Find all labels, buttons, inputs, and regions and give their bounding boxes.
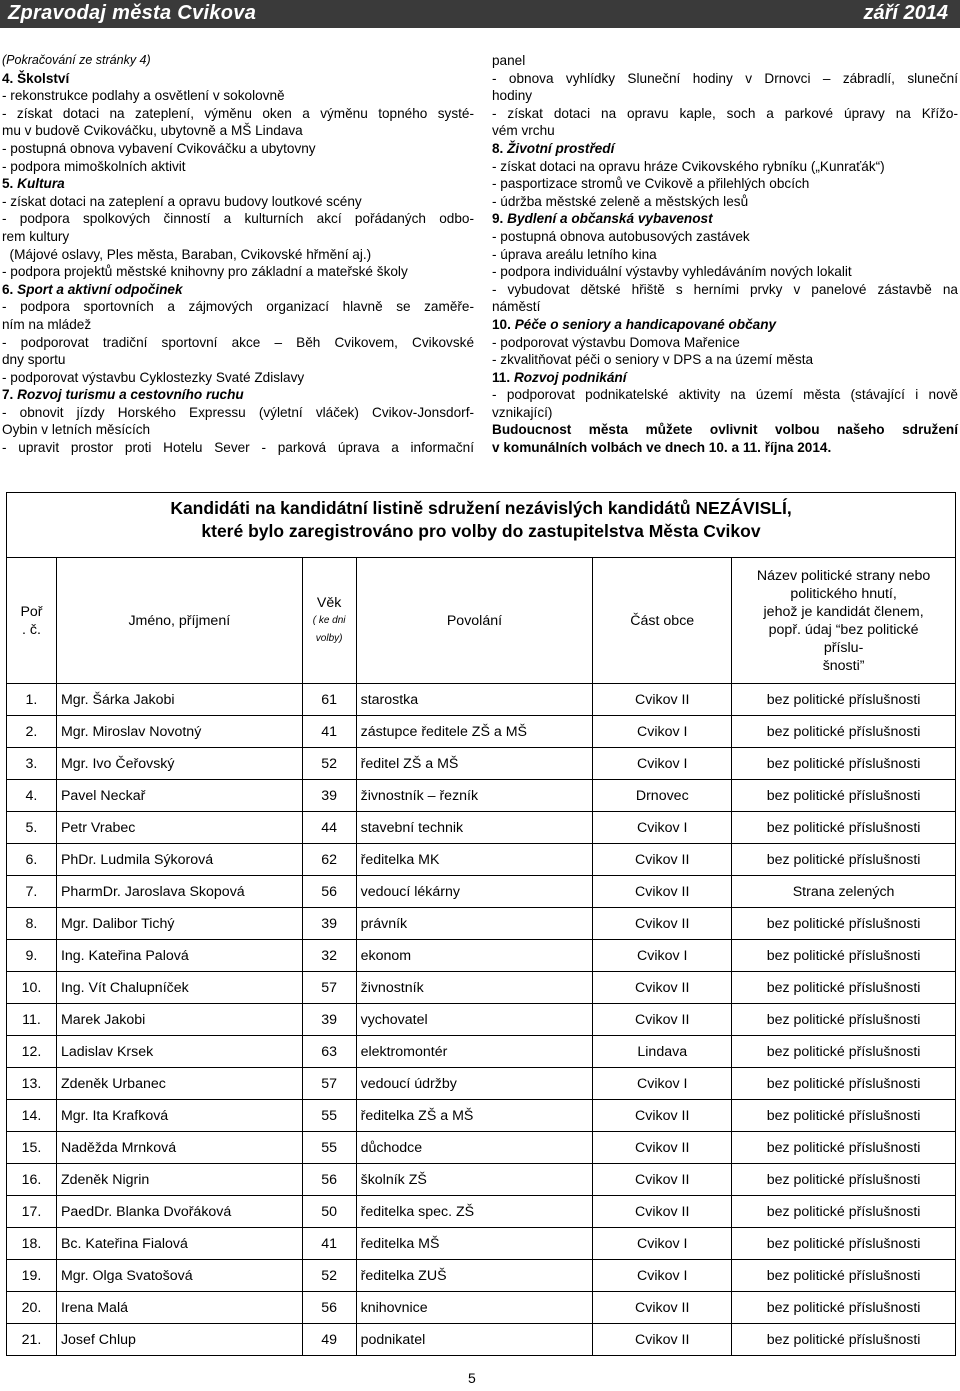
list-item: - získat dotaci na opravu kaple, soch a parkové úpravy na Křížo-	[492, 105, 958, 121]
cell-party: bez politické příslušnosti	[732, 716, 956, 748]
cell-profession: živnostník	[356, 972, 593, 1004]
cell-age: 56	[302, 876, 356, 908]
list-item: - podpora sportovních a zájmových organizací hlavně se zaměře-	[2, 299, 474, 315]
closing-statement: v komunálních volbách ve dnech 10. a 11. října 2014.	[492, 440, 832, 456]
list-item: - zkvalitňovat péči o seniory v DPS a na území města	[492, 352, 814, 368]
cell-age: 56	[302, 1164, 356, 1196]
section-heading: Péče o seniory a handicapované občany	[514, 316, 777, 332]
cell-party: bez politické příslušnosti	[732, 940, 956, 972]
cell-profession: vedoucí údržby	[356, 1068, 593, 1100]
list-item: - obnovit jízdy Horského Expressu (výletní vláček) Cvikov-Jonsdorf-	[2, 404, 474, 420]
cell-profession: elektromontér	[356, 1036, 593, 1068]
list-item: náměstí	[492, 299, 541, 315]
list-item: panel	[492, 53, 526, 68]
list-item: vém vrchu	[492, 123, 555, 139]
cell-order: 11.	[7, 1004, 57, 1036]
table-row	[7, 1228, 956, 1260]
cell-name: PharmDr. Jaroslava Skopová	[56, 876, 302, 908]
section-title-skolstvi: 4. Školství	[2, 70, 70, 86]
cell-age: 62	[302, 844, 356, 876]
cell-profession: vychovatel	[356, 1004, 593, 1036]
cell-party: bez politické příslušnosti	[732, 1260, 956, 1292]
cell-age: 52	[302, 748, 356, 780]
cell-order: 21.	[7, 1324, 57, 1356]
cell-profession: ředitelka MK	[356, 844, 593, 876]
cell-party: bez politické příslušnosti	[732, 812, 956, 844]
cell-name: Irena Malá	[56, 1292, 302, 1324]
cell-order: 7.	[7, 876, 57, 908]
cell-order: 12.	[7, 1036, 57, 1068]
cell-age: 61	[302, 684, 356, 716]
cell-district: Cvikov II	[593, 972, 732, 1004]
cell-profession: právník	[356, 908, 593, 940]
cell-district: Drnovec	[593, 780, 732, 812]
cell-order: 3.	[7, 748, 57, 780]
cell-order: 20.	[7, 1292, 57, 1324]
header-age	[302, 558, 356, 684]
cell-profession: ředitel ZŠ a MŠ	[356, 748, 593, 780]
table-row	[7, 748, 956, 780]
table-row	[7, 1164, 956, 1196]
cell-name: Mgr. Miroslav Novotný	[56, 716, 302, 748]
list-item: - podporovat tradiční sportovní akce – Běh Cvikovem, Cvikovské	[2, 334, 474, 350]
cell-party: bez politické příslušnosti	[732, 1100, 956, 1132]
table-row	[7, 1260, 956, 1292]
list-item: - podpora projektů městské knihovny pro základní a mateřské školy	[2, 264, 408, 280]
list-item: vznikající)	[492, 404, 553, 420]
cell-party: bez politické příslušnosti	[732, 684, 956, 716]
list-item: - pasportizace stromů ve Cvikově a přilehlých obcích	[492, 176, 810, 192]
cell-name: Mgr. Ita Krafková	[56, 1100, 302, 1132]
cell-age: 49	[302, 1324, 356, 1356]
cell-profession: ředitelka MŠ	[356, 1228, 593, 1260]
cell-district: Cvikov II	[593, 1004, 732, 1036]
section-number: 7.	[2, 387, 14, 403]
list-item: - podporovat výstavbu Domova Mařenice	[492, 334, 740, 350]
header-text: Poř	[20, 603, 43, 620]
section-heading: Sport a aktivní odpočinek	[17, 281, 183, 297]
list-item: - vybudovat dětské hřiště s herními prvky v panelové zástavbě na	[492, 281, 958, 297]
table-row	[7, 1068, 956, 1100]
header-text: jehož je kandidát členem,	[763, 603, 924, 620]
header-note: ( ke dni	[312, 614, 346, 626]
section-title-bydleni	[492, 210, 958, 228]
header-text: popř. údaj “bez politické příslu-	[768, 621, 919, 656]
cell-order: 15.	[7, 1132, 57, 1164]
cell-party: bez politické příslušnosti	[732, 1324, 956, 1356]
cell-profession: ředitelka ZUŠ	[356, 1260, 593, 1292]
cell-profession: knihovnice	[356, 1292, 593, 1324]
list-item: Oybin v letních měsících	[2, 422, 151, 438]
cell-district: Cvikov I	[593, 940, 732, 972]
list-item: - rekonstrukce podlahy a osvětlení v sokolovně	[2, 88, 285, 104]
header-text: politického hnutí,	[790, 585, 897, 602]
list-item: - podporovat výstavbu Cyklostezky Svaté Zdislavy	[2, 369, 305, 385]
table-row	[7, 844, 956, 876]
candidates-table-body	[7, 684, 956, 1356]
cell-party: bez politické příslušnosti	[732, 1004, 956, 1036]
header-party	[732, 558, 956, 684]
cell-district: Cvikov II	[593, 1292, 732, 1324]
cell-district: Cvikov II	[593, 1100, 732, 1132]
section-number: 10.	[492, 316, 511, 332]
table-row	[7, 1196, 956, 1228]
cell-order: 9.	[7, 940, 57, 972]
cell-name: Mgr. Ivo Čeřovský	[56, 748, 302, 780]
cell-party: bez politické příslušnosti	[732, 748, 956, 780]
section-number: 5.	[2, 176, 14, 192]
right-column	[492, 52, 958, 457]
cell-name: Mgr. Šárka Jakobi	[56, 684, 302, 716]
cell-age: 57	[302, 972, 356, 1004]
cell-district: Cvikov II	[593, 684, 732, 716]
candidates-table	[6, 557, 956, 1356]
cell-party: bez politické příslušnosti	[732, 908, 956, 940]
table-row	[7, 908, 956, 940]
cell-district: Cvikov II	[593, 844, 732, 876]
cell-name: PhDr. Ludmila Sýkorová	[56, 844, 302, 876]
header-profession: Povolání	[356, 558, 593, 684]
header-text: šnosti”	[822, 657, 865, 674]
cell-age: 41	[302, 1228, 356, 1260]
section-heading: Rozvoj podnikání	[513, 369, 627, 385]
cell-district: Cvikov II	[593, 1132, 732, 1164]
section-title-zivotni-prostredi	[492, 140, 958, 158]
section-heading: Kultura	[17, 176, 65, 192]
header-text: Věk	[316, 594, 342, 611]
cell-name: Mgr. Dalibor Tichý	[56, 908, 302, 940]
cell-party: bez politické příslušnosti	[732, 1196, 956, 1228]
cell-profession: živnostník – řezník	[356, 780, 593, 812]
cell-age: 44	[302, 812, 356, 844]
cell-party: bez politické příslušnosti	[732, 1036, 956, 1068]
cell-party: bez politické příslušnosti	[732, 972, 956, 1004]
cell-district: Cvikov I	[593, 1228, 732, 1260]
continued-note: (Pokračování ze stránky 4)	[2, 53, 151, 67]
section-number: 8.	[492, 140, 504, 156]
cell-order: 6.	[7, 844, 57, 876]
page-number: 5	[468, 1370, 476, 1386]
cell-name: Bc. Kateřina Fialová	[56, 1228, 302, 1260]
table-row	[7, 972, 956, 1004]
list-item: - úprava areálu letního kina	[492, 246, 657, 262]
cell-age: 39	[302, 1004, 356, 1036]
candidates-box-title	[7, 493, 955, 557]
cell-age: 57	[302, 1068, 356, 1100]
section-title-podnikani	[492, 369, 958, 387]
list-item: - obnova vyhlídky Sluneční hodiny v Drnovci – zábradlí, sluneční	[492, 70, 958, 86]
table-row	[7, 1324, 956, 1356]
table-row	[7, 780, 956, 812]
cell-party: bez politické příslušnosti	[732, 1132, 956, 1164]
cell-party: bez politické příslušnosti	[732, 1228, 956, 1260]
cell-name: Josef Chlup	[56, 1324, 302, 1356]
section-number: 6.	[2, 281, 14, 297]
section-title-kultura	[2, 175, 474, 193]
cell-party: bez politické příslušnosti	[732, 844, 956, 876]
list-item: - získat dotaci na opravu hráze Cvikovského rybníku („Kunraťák“)	[492, 158, 885, 174]
list-item: dny sportu	[2, 352, 66, 368]
list-item: hodiny	[492, 88, 533, 104]
list-item: (Májové oslavy, Ples města, Baraban, Cvikovské hřmění aj.)	[2, 246, 372, 262]
table-row	[7, 1292, 956, 1324]
cell-order: 14.	[7, 1100, 57, 1132]
cell-age: 50	[302, 1196, 356, 1228]
cell-district: Cvikov II	[593, 1324, 732, 1356]
cell-order: 19.	[7, 1260, 57, 1292]
list-item: - podporovat podnikatelské aktivity na území města (stávající i nově	[492, 387, 958, 403]
table-row	[7, 684, 956, 716]
table-row	[7, 940, 956, 972]
cell-order: 10.	[7, 972, 57, 1004]
cell-district: Cvikov I	[593, 812, 732, 844]
section-heading: Bydlení a občanská vybavenost	[507, 211, 713, 227]
cell-order: 2.	[7, 716, 57, 748]
cell-order: 17.	[7, 1196, 57, 1228]
cell-party: Strana zelených	[732, 876, 956, 908]
table-row	[7, 1100, 956, 1132]
page-header	[0, 0, 960, 28]
cell-party: bez politické příslušnosti	[732, 780, 956, 812]
left-column	[2, 52, 474, 457]
closing-statement: Budoucnost města můžete ovlivnit volbou našeho sdružení	[492, 422, 958, 438]
list-item: - získat dotaci na zateplení a opravu budovy loutkové scény	[2, 193, 362, 209]
header-text: Název politické strany nebo	[756, 567, 931, 584]
table-row	[7, 1132, 956, 1164]
newsletter-title: Zpravodaj města Cvikova	[8, 2, 257, 24]
box-title-line: které bylo zaregistrováno pro volby do zastupitelstva Města Cvikov	[201, 521, 761, 541]
cell-district: Cvikov I	[593, 716, 732, 748]
table-row	[7, 1004, 956, 1036]
cell-order: 8.	[7, 908, 57, 940]
section-number: 11.	[492, 369, 511, 385]
cell-name: Mgr. Olga Svatošová	[56, 1260, 302, 1292]
cell-district: Cvikov I	[593, 1260, 732, 1292]
list-item: mu v budově Cvikováčku, ubytovně a MŠ Lindava	[2, 123, 303, 139]
cell-order: 18.	[7, 1228, 57, 1260]
cell-district: Cvikov I	[593, 748, 732, 780]
cell-age: 55	[302, 1100, 356, 1132]
list-item: ním na mládež	[2, 316, 92, 332]
header-district: Část obce	[593, 558, 732, 684]
section-heading: Životní prostředí	[507, 140, 615, 156]
cell-order: 4.	[7, 780, 57, 812]
cell-profession: starostka	[356, 684, 593, 716]
cell-district: Cvikov II	[593, 876, 732, 908]
cell-age: 32	[302, 940, 356, 972]
cell-district: Lindava	[593, 1036, 732, 1068]
cell-profession: vedoucí lékárny	[356, 876, 593, 908]
cell-order: 5.	[7, 812, 57, 844]
cell-name: Pavel Neckař	[56, 780, 302, 812]
cell-profession: podnikatel	[356, 1324, 593, 1356]
cell-age: 63	[302, 1036, 356, 1068]
cell-name: PaedDr. Blanka Dvořáková	[56, 1196, 302, 1228]
header-order	[7, 558, 57, 684]
section-title-sport	[2, 281, 474, 299]
cell-name: Ing. Vít Chalupníček	[56, 972, 302, 1004]
cell-name: Naděžda Mrnková	[56, 1132, 302, 1164]
list-item: - upravit prostor proti Hotelu Sever - parková úprava a informační	[2, 440, 474, 456]
cell-age: 55	[302, 1132, 356, 1164]
cell-party: bez politické příslušnosti	[732, 1164, 956, 1196]
header-name: Jméno, příjmení	[56, 558, 302, 684]
cell-profession: důchodce	[356, 1132, 593, 1164]
cell-profession: zástupce ředitele ZŠ a MŠ	[356, 716, 593, 748]
header-note: volby)	[315, 632, 343, 644]
cell-order: 16.	[7, 1164, 57, 1196]
section-title-pece-o-seniory	[492, 316, 958, 334]
cell-name: Ing. Kateřina Palová	[56, 940, 302, 972]
cell-name: Zdeněk Urbanec	[56, 1068, 302, 1100]
cell-district: Cvikov I	[593, 1068, 732, 1100]
cell-district: Cvikov II	[593, 908, 732, 940]
cell-party: bez politické příslušnosti	[732, 1068, 956, 1100]
cell-age: 39	[302, 908, 356, 940]
list-item: - podpora spolkových činností a kulturních akcí pořádaných odbo-	[2, 211, 474, 227]
cell-district: Cvikov II	[593, 1164, 732, 1196]
cell-profession: stavební technik	[356, 812, 593, 844]
list-item: - získat dotaci na zateplení, výměnu oken a výměnu topného systé-	[2, 105, 474, 121]
cell-order: 1.	[7, 684, 57, 716]
cell-age: 56	[302, 1292, 356, 1324]
cell-profession: ředitelka spec. ZŠ	[356, 1196, 593, 1228]
section-heading: Rozvoj turismu a cestovního ruchu	[17, 387, 244, 403]
table-row	[7, 812, 956, 844]
box-title-line: Kandidáti na kandidátní listině sdružení nezávislých kandidátů NEZÁVISLÍ,	[170, 498, 792, 518]
list-item: - podpora individuální výstavby vyhledáváním nových lokalit	[492, 264, 852, 280]
table-row	[7, 876, 956, 908]
cell-profession: školník ZŠ	[356, 1164, 593, 1196]
cell-name: Petr Vrabec	[56, 812, 302, 844]
cell-district: Cvikov II	[593, 1196, 732, 1228]
list-item: - postupná obnova vybavení Cvikováčku a ubytovny	[2, 140, 316, 156]
list-item: - postupná obnova autobusových zastávek	[492, 228, 750, 244]
candidates-box	[6, 492, 956, 558]
cell-order: 13.	[7, 1068, 57, 1100]
cell-age: 39	[302, 780, 356, 812]
cell-profession: ředitelka ZŠ a MŠ	[356, 1100, 593, 1132]
table-header-row	[7, 558, 956, 684]
table-row	[7, 716, 956, 748]
cell-name: Ladislav Krsek	[56, 1036, 302, 1068]
cell-name: Marek Jakobi	[56, 1004, 302, 1036]
issue-date: září 2014	[863, 2, 948, 24]
cell-party: bez politické příslušnosti	[732, 1292, 956, 1324]
cell-profession: ekonom	[356, 940, 593, 972]
header-text: . č.	[22, 621, 41, 638]
list-item: - podpora mimoškolních aktivit	[2, 158, 186, 174]
cell-name: Zdeněk Nigrin	[56, 1164, 302, 1196]
table-row	[7, 1036, 956, 1068]
section-title-turismus	[2, 386, 474, 404]
section-number: 9.	[492, 211, 504, 227]
list-item: - údržba městské zeleně a městských lesů	[492, 193, 749, 209]
cell-age: 41	[302, 716, 356, 748]
list-item: rem kultury	[2, 228, 70, 244]
cell-age: 52	[302, 1260, 356, 1292]
